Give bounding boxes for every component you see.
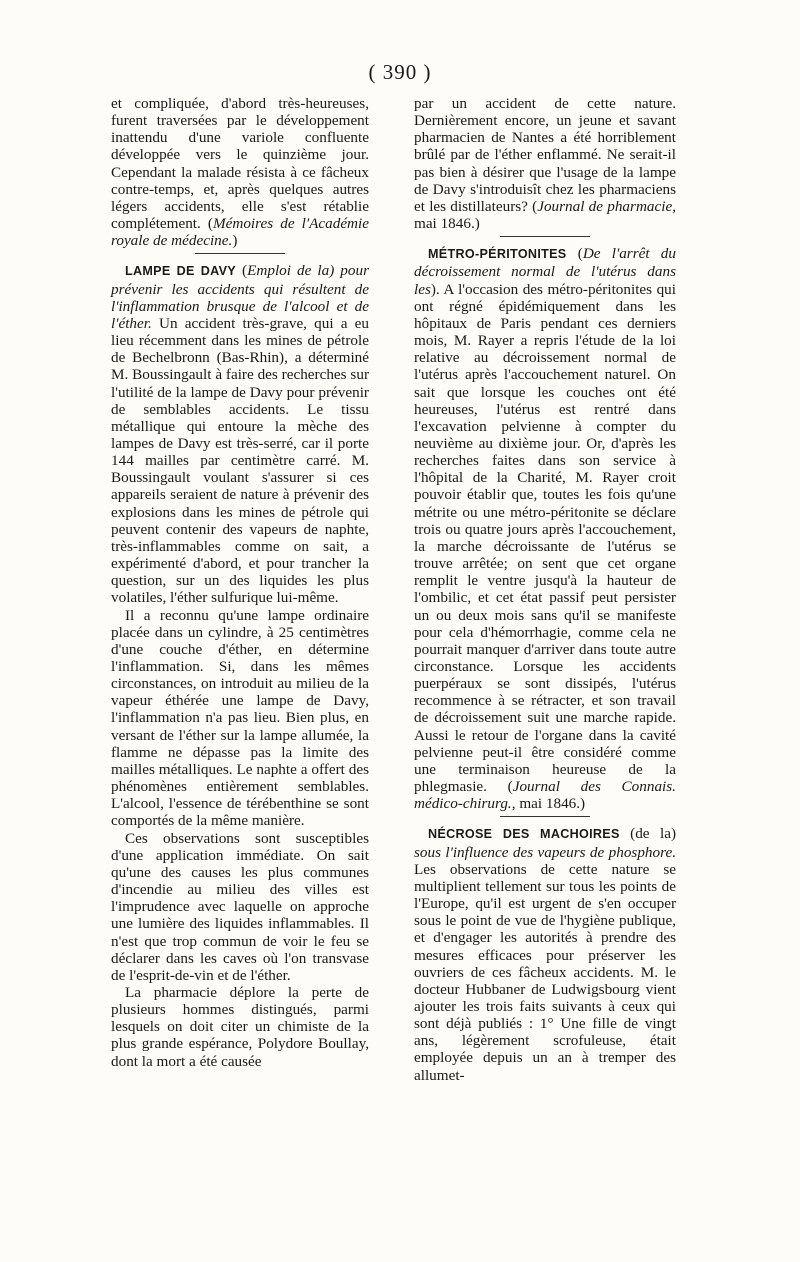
paragraph-text: par un accident de cette nature. Dernièrement encore, un jeune et savant pharmacien de Nantes a été horriblement brûlé par de l'éther enflammé. Ne serait-il pas bien à désirer que l'usage de la lampe de Davy s'introduisît chez les pharmaciens et les distillateurs? ( — [414, 95, 676, 215]
section-rule — [500, 816, 590, 817]
subtitle-open: ( — [566, 245, 583, 263]
subtitle-open: (de la) — [619, 825, 676, 843]
section-rule — [500, 236, 590, 237]
citation-close: , mai 1846.) — [414, 197, 676, 233]
paragraph: Ces observations sont susceptibles d'une application immédiate. On sait qu'une des causes les plus communes d'incendie au milieu des villes est l'imprudence avec laquelle on approche une lumière des liquides inflammables. Il n'est que trop commun de voir le feu se déclarer dans les caves où l'on transvase de l'esprit-de-vin et de l'éther. — [111, 829, 369, 984]
paragraph: La pharmacie déplore la perte de plusieurs hommes distingués, parmi lesquels on doit citer un chimiste de la plus grande espérance, Polydore Boullay, dont la mort a été causée — [111, 983, 369, 1070]
left-column — [111, 95, 369, 1070]
paragraph-text: et compliquée, d'abord très-heureuses, furent traversées par le développement inattendu d'une variole confluente développée vers le quinzième jour. Cependant la malade résista à ce fâcheux contre-temps, et, après quelques autres légers accidents, elle s'est rétablie complétement. ( — [111, 95, 369, 233]
section-subtitle: sous l'influence des vapeurs de phosphore. — [414, 843, 676, 861]
subtitle-open: ( — [236, 262, 248, 280]
paragraph: Il a reconnu qu'une lampe ordinaire placée dans un cylindre, à 25 centimètres d'une couche d'éther, en détermine l'inflammation. Si, dans les mêmes circonstances, on introduit au milieu de la vapeur éthérée une lampe de Davy, l'inflammation n'a pas lieu. Bien plus, en versant de l'éther sur la lampe allumée, la flamme ne dépasse pas la limite des mailles métalliques. Le naphte a offert des phénomènes entièrement semblables. L'alcool, l'essence de térébenthine se sont comportés de la même manière. — [111, 606, 369, 830]
paragraph-continuation — [414, 95, 676, 232]
section-rule — [195, 253, 285, 254]
citation: Journal des Connais. médico-chirurg. — [414, 778, 676, 813]
section-heading: MÉTRO-PÉRITONITES — [428, 247, 567, 262]
citation-close: ) — [232, 232, 238, 250]
paragraph-continuation — [111, 95, 369, 249]
paragraph-text: A l'occasion des métro-péritonites qui ont régné épidémiquement dans les hôpitaux de Paris pendant ces derniers mois, M. Rayer a repris l'étude de la loi relative au décroissement normal de l'utérus après l'accouchement naturel. On sait que lorsque les couches ont été heureuses, l'utérus est rentré dans l'excavation pelvienne à compter du neuvième au dixième jour. Or, d'après les recherches faites dans son service à l'hôpital de la Charité, M. Rayer croit pouvoir établir que, toutes les fois qu'une métrite ou une métro-péritonite se déclare trois ou quatre jours après l'accouchement, la marche décroissante de l'utérus se trouve arrêtée; on sent que cet organe remplit le ventre jusqu'à la hauteur de l'ombilic, et cet état passif peut persister un ou deux mois sans qu'il se manifeste pour cela d'hémorrhagie, comme cela ne pourrait manquer d'arriver dans toute autre circonstance. Lorsque les accidents puerpéraux se sont dissipés, l'utérus recommence à se rétracter, et son travail de décroissement suit une marche rapide. Aussi le retour de l'organe dans la cavité pelvienne peut-il être considéré comme une terminaison heureuse de la phlegmasie. ( — [414, 280, 676, 796]
section-subtitle: Emploi de la) pour prévenir les accidents qui résultent de l'inflammation brusque de l'alcool et de l'éther. — [111, 262, 370, 332]
citation: Mémoires de l'Académie royale de médecine. — [111, 215, 369, 250]
section-metro-peritonites — [414, 245, 676, 812]
paragraph-text: Les observations de cette nature se multiplient tellement sur tous les points de l'Europe, qu'il est urgent de s'en occuper sous le point de vue de l'hygiène publique, et d'engager les autorités à prendre des mesures efficaces pour préserver les ouvriers de ces fâcheux accidents. M. le docteur Hubbaner de Ludwigsbourg vient ajouter les trois faits suivants à ceux qui sont déjà publiés : 1° Une fille de vingt ans, légèrement scrofuleuse, était employée depuis un an à tremper des allumet- — [414, 860, 676, 1084]
section-subtitle: De l'arrêt du décroissement normal de l'utérus dans les — [414, 245, 676, 298]
paragraph-text: Un accident très-grave, qui a eu lieu récemment dans les mines de pétrole de Bechelbronn (Bas-Rhin), a déterminé M. Boussingault à faire des recherches sur l'utilité de la lampe de Davy pour prévenir de semblables accidents. Le tissu métallique qui entoure la mèche des lampes de Davy est très-serré, car il porte 144 mailles par centimètre carré. M. Boussingault voulant s'assurer si ces appareils seraient de nature à prévenir des explosions dans les mines de pétrole qui peuvent contenir des vapeurs de naphte, très-inflammables comme on sait, a expérimenté d'abord, et pour trancher la question, sur un des liquides les plus volatiles, l'éther sulfurique lui-même. — [111, 314, 369, 607]
citation: Journal de pharmacie — [537, 197, 673, 215]
citation-close: , mai 1846.) — [511, 795, 586, 813]
subtitle-close: ). — [430, 280, 440, 298]
right-column — [414, 95, 676, 1084]
section-heading: LAMPE DE DAVY — [125, 264, 237, 279]
page-number: ( 390 ) — [368, 60, 432, 84]
section-lampe-de-davy — [111, 262, 369, 606]
section-heading: NÉCROSE DES MACHOIRES — [428, 827, 620, 842]
section-necrose-des-machoires — [414, 825, 676, 1083]
